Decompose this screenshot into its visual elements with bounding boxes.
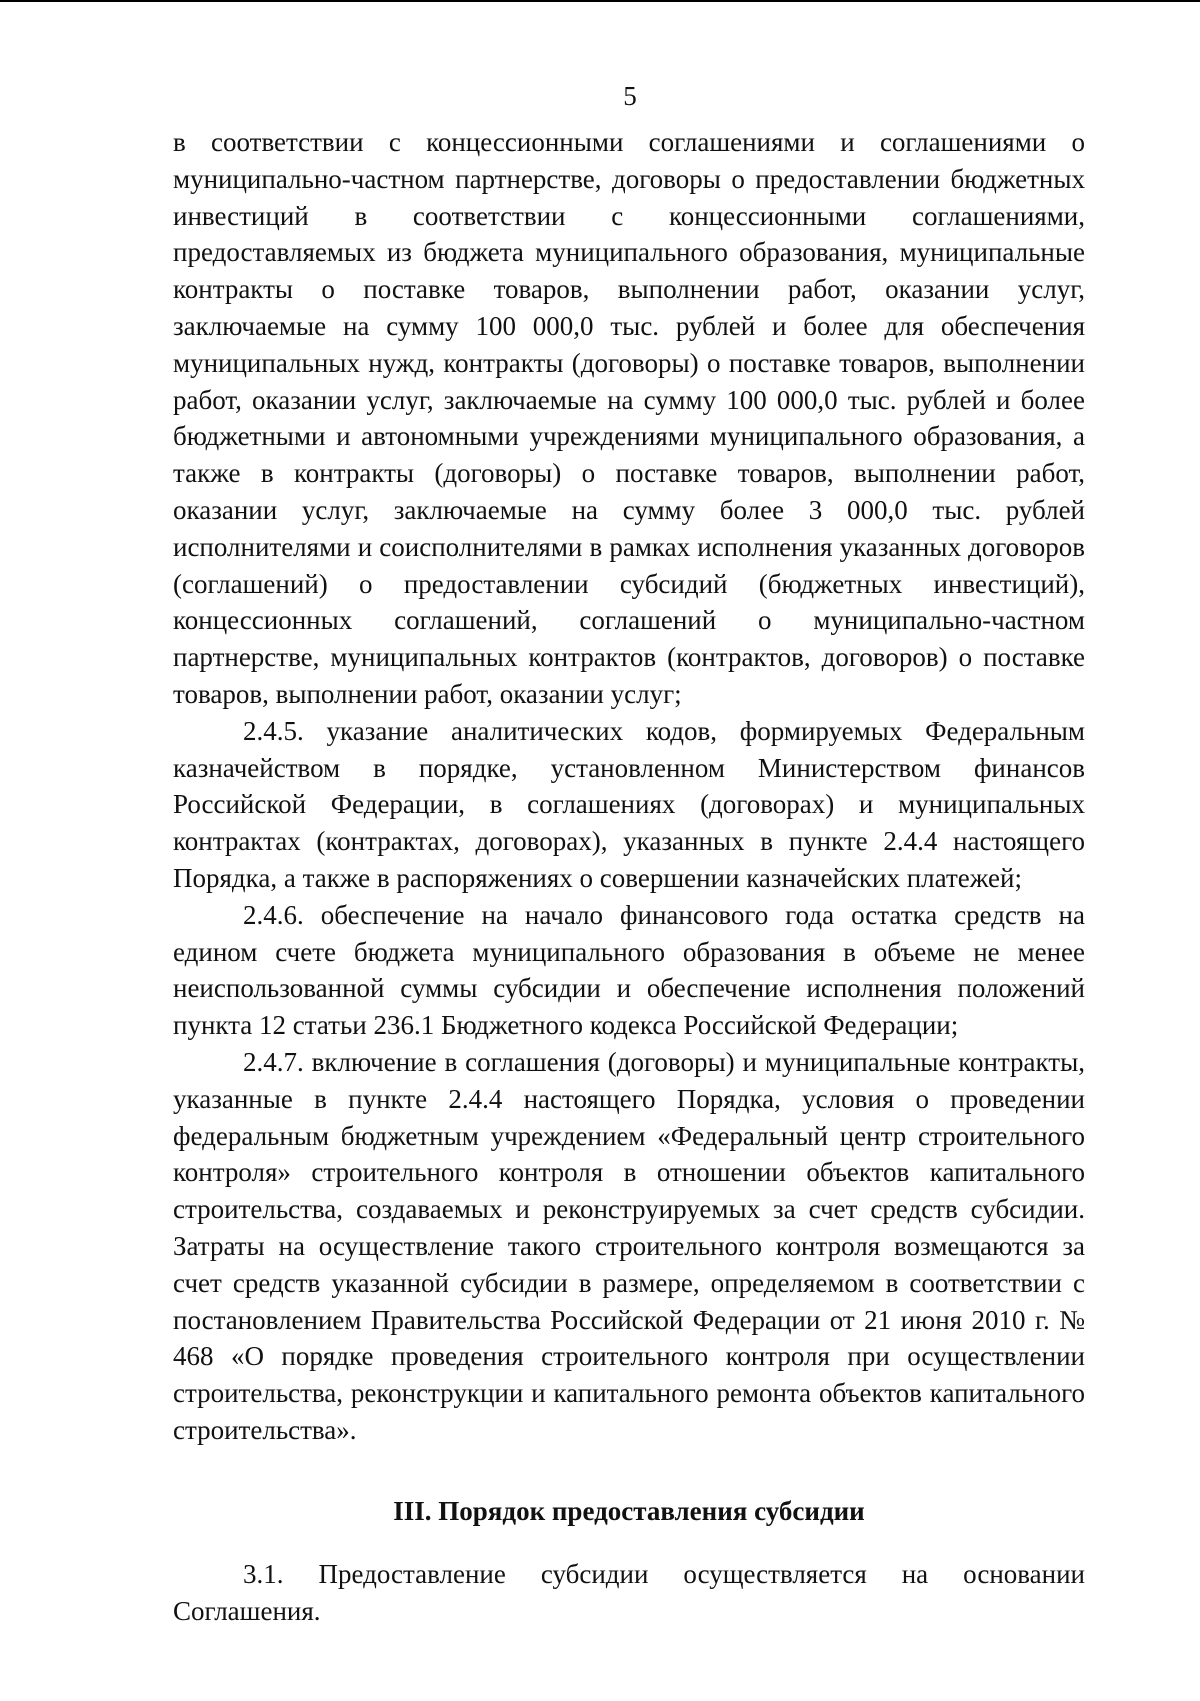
section-body-text	[173, 1556, 1085, 1630]
paragraph-3-1: 3.1. Предоставление субсидии осуществляется на основании Соглашения.	[173, 1559, 1085, 1626]
body-text	[173, 124, 1085, 1449]
scan-edge	[0, 0, 1200, 2]
paragraph-2-4-5: 2.4.5. указание аналитических кодов, формируемых Федеральным казначейством в порядке, установленном Министерством финансов Российской Федерации, в соглашениях (договорах) и муниципальных контрактах (контрактах, договорах), указанных в пункте 2.4.4 настоящего Порядка, а также в распоряжениях о совершении казначейских платежей;	[173, 715, 1085, 893]
paragraph-continuation: в соответствии с концессионными соглашениями и соглашениями о муниципально-частном партнерстве, договоры о предоставлении бюджетных инвестиций в соответствии с концессионными соглашениями, предоставляемых из бюджета муниципального образования, муниципальные контракты о поставке товаров, выполнении работ, оказании услуг, заключаемые на сумму 100 000,0 тыс. рублей и более для обеспечения муниципальных нужд, контракты (договоры) о поставке товаров, выполнении работ, оказании услуг, заключаемые на сумму 100 000,0 тыс. рублей и более бюджетными и автономными учреждениями муниципального образования, а также в контракты (договоры) о поставке товаров, выполнении работ, оказании услуг, заключаемые на сумму более 3 000,0 тыс. рублей исполнителями и соисполнителями в рамках исполнения указанных договоров (соглашений) о предоставлении субсидий (бюджетных инвестиций), концессионных соглашений, соглашений о муниципально-частном партнерстве, муниципальных контрактов (контрактов, договоров) о поставке товаров, выполнении работ, оказании услуг;	[173, 127, 1085, 709]
paragraph-2-4-6: 2.4.6. обеспечение на начало финансового года остатка средств на едином счете бюджета муниципального образования в объеме не менее неиспользованной суммы субсидии и обеспечение исполнения положений пункта 12 статьи 236.1 Бюджетного кодекса Российской Федерации;	[173, 899, 1085, 1041]
paragraph-2-4-7: 2.4.7. включение в соглашения (договоры) и муниципальные контракты, указанные в пункте 2.4.4 настоящего Порядка, условия о проведении федеральным бюджетным учреждением «Федеральный центр строительного контроля» строительного контроля в отношении объектов капитального строительства, создаваемых и реконструируемых за счет средств субсидии. Затраты на осуществление такого строительного контроля возмещаются за счет средств указанной субсидии в размере, определяемом в соответствии с постановлением Правительства Российской Федерации от 21 июня 2010 г. № 468 «О порядке проведения строительного контроля при осуществлении строительства, реконструкции и капитального ремонта объектов капитального строительства».	[173, 1046, 1085, 1445]
page-number: 5	[623, 81, 637, 111]
section-heading: III. Порядок предоставления субсидии	[393, 1496, 865, 1526]
